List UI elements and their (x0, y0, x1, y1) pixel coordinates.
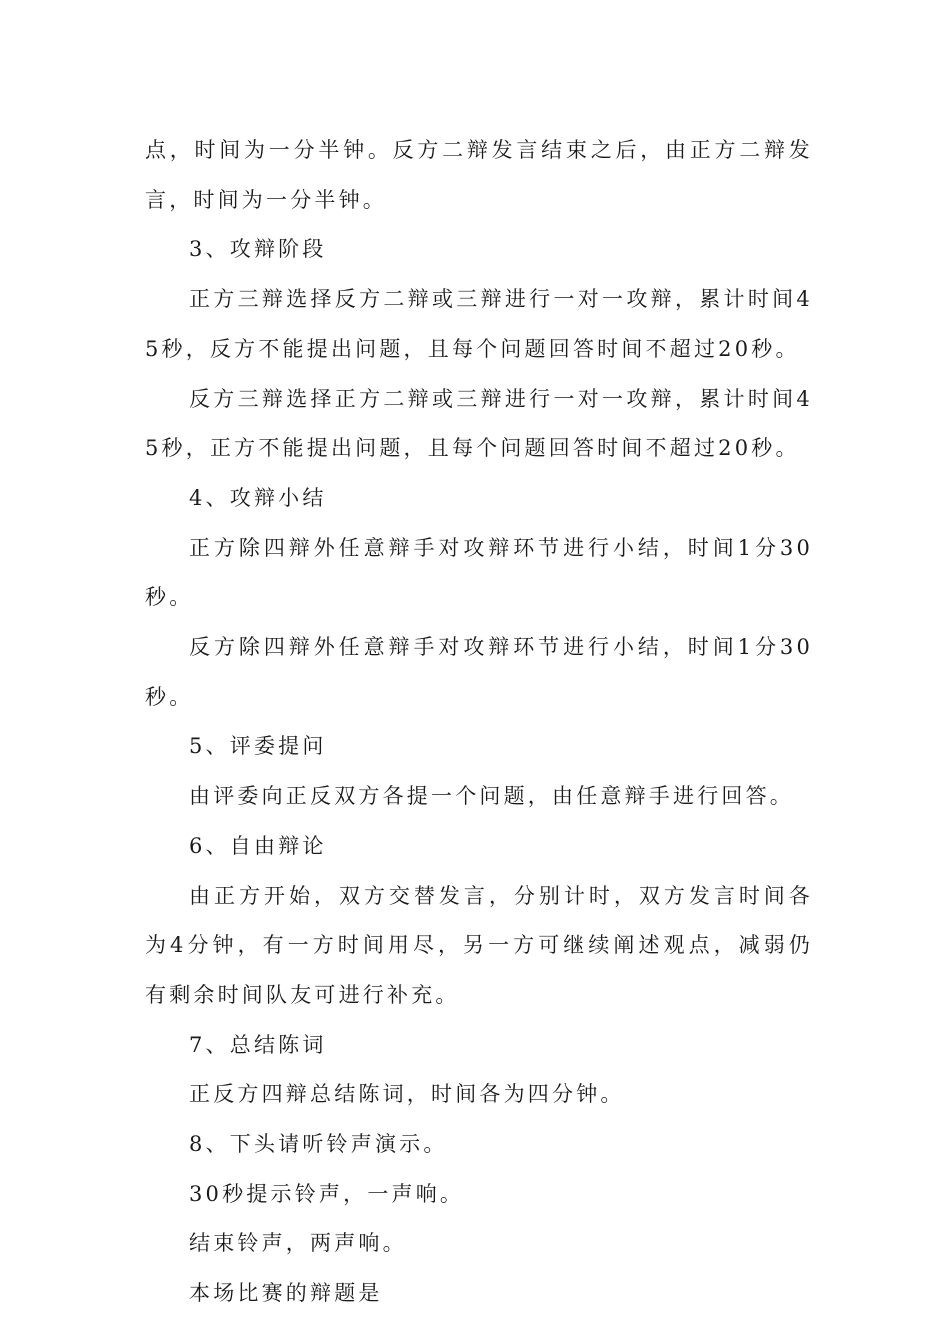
section-heading-free-debate: 6、自由辩论 (189, 833, 327, 858)
paragraph-negative-attack: 反方三辩选择正方二辩或三辩进行一对一攻辩，累计时间45秒，正方不能提出问题，且每个问题回答时间不超过20秒。 (145, 386, 813, 461)
section-heading-attack-debate: 3、攻辩阶段 (189, 237, 327, 262)
section-heading-bell-demo: 8、下头请听铃声演示。 (189, 1132, 448, 1157)
paragraph-bell-end: 结束铃声，两声响。 (189, 1231, 407, 1256)
paragraph-continuation: 点，时间为一分半钟。反方二辩发言结束之后，由正方二辩发言，时间为一分半钟。 (145, 138, 813, 212)
paragraph-affirmative-summary: 正方除四辩外任意辩手对攻辩环节进行小结，时间1分30秒。 (145, 535, 813, 610)
section-heading-attack-summary: 4、攻辩小结 (189, 485, 327, 510)
paragraph-negative-summary: 反方除四辩外任意辩手对攻辩环节进行小结，时间1分30秒。 (145, 635, 813, 709)
document-body (145, 126, 813, 1319)
paragraph-topic: 本场比赛的辩题是 (189, 1281, 383, 1306)
section-heading-judge-questions: 5、评委提问 (189, 734, 327, 759)
paragraph-bell-30s: 30秒提示铃声，一声响。 (189, 1181, 465, 1206)
paragraph-affirmative-attack: 正方三辩选择反方二辩或三辩进行一对一攻辩，累计时间45秒，反方不能提出问题，且每个问题回答时间不超过20秒。 (145, 287, 813, 361)
paragraph-free-debate: 由正方开始，双方交替发言，分别计时，双方发言时间各为4分钟，有一方时间用尽，另一方可继续阐述观点，减弱仍有剩余时间队友可进行补充。 (145, 883, 813, 1007)
paragraph-closing-statement: 正反方四辩总结陈词，时间各为四分钟。 (189, 1082, 625, 1107)
paragraph-judge-questions: 由评委向正反双方各提一个问题，由任意辩手进行回答。 (189, 784, 794, 809)
section-heading-closing-statement: 7、总结陈词 (189, 1032, 327, 1057)
